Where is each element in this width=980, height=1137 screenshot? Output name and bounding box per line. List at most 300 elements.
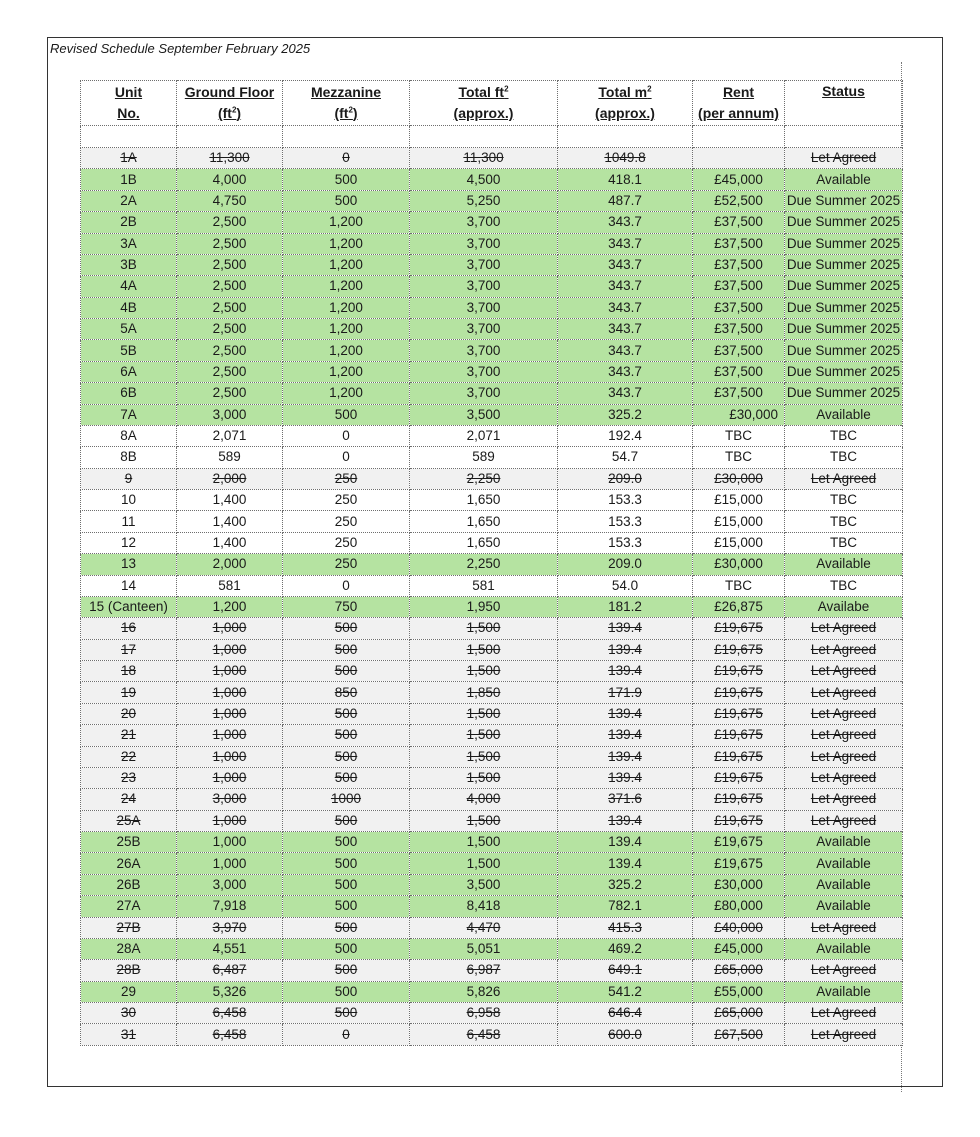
cell-unit: 22 (81, 746, 177, 767)
cell-status: Let Agreed (785, 960, 903, 981)
cell-ground-floor: 2,500 (177, 233, 283, 254)
cell-ground-floor: 4,000 (177, 169, 283, 190)
cell-mezzanine: 250 (283, 490, 410, 511)
table-row (81, 896, 903, 917)
cell-mezzanine: 500 (283, 1003, 410, 1024)
cell-mezzanine: 1,200 (283, 233, 410, 254)
table-row (81, 468, 903, 489)
table-row (81, 682, 903, 703)
cell-status: Due Summer 2025 (785, 233, 903, 254)
cell-ground-floor: 3,000 (177, 404, 283, 425)
cell-total-ft: 1,650 (410, 490, 558, 511)
cell-rent: £37,500 (693, 361, 785, 382)
cell-total-m: 139.4 (558, 639, 693, 660)
cell-ground-floor: 6,458 (177, 1024, 283, 1045)
cell-total-m: 139.4 (558, 832, 693, 853)
cell-rent: £30,000 (693, 404, 785, 425)
cell-total-m: 1049.8 (558, 148, 693, 169)
cell-ground-floor: 2,500 (177, 383, 283, 404)
cell-status: Let Agreed (785, 682, 903, 703)
cell-total-m: 600.0 (558, 1024, 693, 1045)
cell-total-m: 343.7 (558, 340, 693, 361)
cell-mezzanine: 0 (283, 425, 410, 446)
cell-status: Available (785, 169, 903, 190)
cell-ground-floor: 2,500 (177, 276, 283, 297)
table-row (81, 789, 903, 810)
cell-total-m: 343.7 (558, 319, 693, 340)
cell-mezzanine: 500 (283, 190, 410, 211)
cell-ground-floor: 1,000 (177, 725, 283, 746)
cell-total-m: 343.7 (558, 233, 693, 254)
cell-ground-floor: 5,326 (177, 981, 283, 1002)
cell-status: Due Summer 2025 (785, 254, 903, 275)
cell-rent: £30,000 (693, 468, 785, 489)
cell-ground-floor: 1,200 (177, 596, 283, 617)
table-row (81, 874, 903, 895)
cell-unit: 23 (81, 767, 177, 788)
cell-ground-floor: 1,400 (177, 532, 283, 553)
cell-rent: TBC (693, 425, 785, 446)
cell-ground-floor: 1,400 (177, 511, 283, 532)
cell-total-ft: 11,300 (410, 148, 558, 169)
cell-unit: 31 (81, 1024, 177, 1045)
cell-unit: 8B (81, 447, 177, 468)
spacer-row (81, 126, 903, 148)
cell-total-ft: 1,500 (410, 810, 558, 831)
cell-total-m: 343.7 (558, 212, 693, 233)
cell-rent: £19,675 (693, 639, 785, 660)
cell-unit: 25B (81, 832, 177, 853)
cell-total-ft: 6,958 (410, 1003, 558, 1024)
cell-mezzanine: 250 (283, 554, 410, 575)
cell-total-m: 153.3 (558, 532, 693, 553)
cell-total-m: 649.1 (558, 960, 693, 981)
cell-mezzanine: 500 (283, 639, 410, 660)
table-row (81, 297, 903, 318)
table-row (81, 661, 903, 682)
cell-total-m: 325.2 (558, 874, 693, 895)
cell-mezzanine: 500 (283, 810, 410, 831)
cell-mezzanine: 500 (283, 661, 410, 682)
cell-rent: £19,675 (693, 661, 785, 682)
cell-ground-floor: 7,918 (177, 896, 283, 917)
cell-rent: £37,500 (693, 297, 785, 318)
cell-rent: £19,675 (693, 810, 785, 831)
cell-unit: 30 (81, 1003, 177, 1024)
cell-status: Available (785, 938, 903, 959)
table-row (81, 361, 903, 382)
table-row (81, 254, 903, 275)
cell-status: Let Agreed (785, 746, 903, 767)
cell-status: Available (785, 896, 903, 917)
cell-status: TBC (785, 447, 903, 468)
cell-unit: 1A (81, 148, 177, 169)
table-row (81, 767, 903, 788)
cell-status: Let Agreed (785, 618, 903, 639)
cell-mezzanine: 1000 (283, 789, 410, 810)
cell-rent: £45,000 (693, 938, 785, 959)
cell-unit: 10 (81, 490, 177, 511)
cell-rent: £15,000 (693, 511, 785, 532)
cell-total-ft: 589 (410, 447, 558, 468)
cell-mezzanine: 500 (283, 169, 410, 190)
cell-mezzanine: 0 (283, 148, 410, 169)
cell-ground-floor: 4,551 (177, 938, 283, 959)
cell-total-m: 343.7 (558, 383, 693, 404)
cell-status: Available (785, 554, 903, 575)
cell-mezzanine: 1,200 (283, 319, 410, 340)
cell-status: Available (785, 874, 903, 895)
cell-status: Let Agreed (785, 789, 903, 810)
cell-unit: 13 (81, 554, 177, 575)
cell-ground-floor: 3,000 (177, 874, 283, 895)
cell-status: Due Summer 2025 (785, 297, 903, 318)
cell-status: Let Agreed (785, 810, 903, 831)
cell-mezzanine: 500 (283, 917, 410, 938)
cell-mezzanine: 750 (283, 596, 410, 617)
cell-total-m: 139.4 (558, 703, 693, 724)
cell-ground-floor: 2,500 (177, 340, 283, 361)
cell-status: Let Agreed (785, 767, 903, 788)
cell-status: Due Summer 2025 (785, 340, 903, 361)
cell-ground-floor: 1,000 (177, 810, 283, 831)
cell-total-ft: 1,500 (410, 832, 558, 853)
cell-total-m: 139.4 (558, 767, 693, 788)
cell-rent (693, 148, 785, 169)
cell-rent: £30,000 (693, 554, 785, 575)
cell-total-ft: 4,000 (410, 789, 558, 810)
cell-total-ft: 1,500 (410, 618, 558, 639)
cell-ground-floor: 1,000 (177, 639, 283, 660)
table-row (81, 981, 903, 1002)
cell-total-ft: 8,418 (410, 896, 558, 917)
cell-rent: £19,675 (693, 767, 785, 788)
cell-total-m: 343.7 (558, 361, 693, 382)
cell-rent: £67,500 (693, 1024, 785, 1045)
cell-total-m: 153.3 (558, 511, 693, 532)
cell-total-ft: 3,700 (410, 383, 558, 404)
cell-mezzanine: 850 (283, 682, 410, 703)
cell-total-ft: 2,250 (410, 554, 558, 575)
cell-unit: 5B (81, 340, 177, 361)
cell-total-m: 153.3 (558, 490, 693, 511)
cell-ground-floor: 2,000 (177, 468, 283, 489)
cell-rent: TBC (693, 447, 785, 468)
cell-unit: 7A (81, 404, 177, 425)
header-total-m: Total $m^2$ (approx.) (558, 81, 693, 126)
cell-unit: 12 (81, 532, 177, 553)
cell-total-m: 487.7 (558, 190, 693, 211)
table-row (81, 340, 903, 361)
cell-ground-floor: 1,000 (177, 618, 283, 639)
schedule-title: Revised Schedule September February 2025 (50, 41, 311, 56)
cell-total-m: 343.7 (558, 276, 693, 297)
cell-total-m: 139.4 (558, 661, 693, 682)
cell-mezzanine: 0 (283, 575, 410, 596)
cell-total-ft: 1,650 (410, 511, 558, 532)
header-status: Status (785, 81, 903, 126)
cell-unit: 26B (81, 874, 177, 895)
cell-rent: £30,000 (693, 874, 785, 895)
cell-mezzanine: 500 (283, 404, 410, 425)
cell-unit: 15 (Canteen) (81, 596, 177, 617)
cell-total-m: 325.2 (558, 404, 693, 425)
cell-rent: £37,500 (693, 233, 785, 254)
cell-ground-floor: 2,500 (177, 212, 283, 233)
cell-total-m: 782.1 (558, 896, 693, 917)
cell-total-ft: 1,500 (410, 703, 558, 724)
cell-unit: 28B (81, 960, 177, 981)
table-row (81, 425, 903, 446)
cell-status: Let Agreed (785, 1003, 903, 1024)
cell-unit: 27A (81, 896, 177, 917)
cell-total-ft: 4,500 (410, 169, 558, 190)
cell-total-ft: 3,700 (410, 319, 558, 340)
cell-rent: £19,675 (693, 832, 785, 853)
cell-rent: £15,000 (693, 490, 785, 511)
cell-mezzanine: 0 (283, 1024, 410, 1045)
cell-status: TBC (785, 490, 903, 511)
cell-total-m: 139.4 (558, 725, 693, 746)
cell-total-ft: 5,826 (410, 981, 558, 1002)
cell-status: Availabe (785, 596, 903, 617)
cell-total-m: 181.2 (558, 596, 693, 617)
cell-status: Let Agreed (785, 1024, 903, 1045)
cell-total-m: 139.4 (558, 810, 693, 831)
cell-mezzanine: 250 (283, 511, 410, 532)
cell-mezzanine: 500 (283, 725, 410, 746)
cell-total-ft: 3,700 (410, 254, 558, 275)
cell-mezzanine: 500 (283, 853, 410, 874)
table-row (81, 190, 903, 211)
cell-total-ft: 1,850 (410, 682, 558, 703)
cell-ground-floor: 2,500 (177, 319, 283, 340)
cell-rent: £19,675 (693, 725, 785, 746)
cell-mezzanine: 500 (283, 703, 410, 724)
cell-unit: 11 (81, 511, 177, 532)
cell-rent: £37,500 (693, 383, 785, 404)
cell-mezzanine: 1,200 (283, 297, 410, 318)
cell-total-m: 209.0 (558, 554, 693, 575)
cell-rent: £65,000 (693, 1003, 785, 1024)
cell-total-ft: 1,500 (410, 853, 558, 874)
cell-unit: 25A (81, 810, 177, 831)
cell-total-m: 139.4 (558, 746, 693, 767)
cell-ground-floor: 1,000 (177, 746, 283, 767)
cell-total-m: 371.6 (558, 789, 693, 810)
cell-status: Due Summer 2025 (785, 276, 903, 297)
table-row (81, 746, 903, 767)
table-row (81, 490, 903, 511)
cell-rent: £65,000 (693, 960, 785, 981)
cell-unit: 3A (81, 233, 177, 254)
table-row (81, 917, 903, 938)
cell-ground-floor: 1,000 (177, 767, 283, 788)
cell-mezzanine: 500 (283, 767, 410, 788)
cell-status: Available (785, 853, 903, 874)
cell-rent: £26,875 (693, 596, 785, 617)
cell-status: TBC (785, 532, 903, 553)
cell-total-m: 646.4 (558, 1003, 693, 1024)
cell-unit: 8A (81, 425, 177, 446)
table-row (81, 319, 903, 340)
cell-rent: £19,675 (693, 853, 785, 874)
cell-total-ft: 2,250 (410, 468, 558, 489)
header-row (81, 81, 903, 126)
table-row (81, 276, 903, 297)
cell-rent: £52,500 (693, 190, 785, 211)
schedule-table (80, 80, 903, 1046)
cell-total-m: 418.1 (558, 169, 693, 190)
cell-mezzanine: 500 (283, 618, 410, 639)
cell-rent: £19,675 (693, 682, 785, 703)
cell-ground-floor: 2,071 (177, 425, 283, 446)
cell-rent: £19,675 (693, 703, 785, 724)
header-total-ft: Total $ft^2$ (approx.) (410, 81, 558, 126)
cell-status: Let Agreed (785, 917, 903, 938)
cell-status: TBC (785, 425, 903, 446)
cell-total-ft: 5,250 (410, 190, 558, 211)
cell-status: Due Summer 2025 (785, 361, 903, 382)
cell-rent: £37,500 (693, 212, 785, 233)
cell-total-ft: 3,700 (410, 340, 558, 361)
cell-unit: 28A (81, 938, 177, 959)
cell-mezzanine: 0 (283, 447, 410, 468)
cell-status: Let Agreed (785, 661, 903, 682)
cell-total-ft: 1,500 (410, 725, 558, 746)
cell-total-ft: 1,500 (410, 639, 558, 660)
cell-ground-floor: 4,750 (177, 190, 283, 211)
table-row (81, 233, 903, 254)
cell-ground-floor: 589 (177, 447, 283, 468)
cell-unit: 16 (81, 618, 177, 639)
cell-mezzanine: 1,200 (283, 276, 410, 297)
cell-rent: £37,500 (693, 319, 785, 340)
cell-unit: 2A (81, 190, 177, 211)
cell-ground-floor: 3,970 (177, 917, 283, 938)
cell-rent: £19,675 (693, 746, 785, 767)
cell-total-ft: 1,650 (410, 532, 558, 553)
cell-total-ft: 2,071 (410, 425, 558, 446)
cell-status: Due Summer 2025 (785, 212, 903, 233)
cell-mezzanine: 500 (283, 832, 410, 853)
cell-rent: £15,000 (693, 532, 785, 553)
table-row (81, 532, 903, 553)
cell-status: Available (785, 404, 903, 425)
table-row (81, 960, 903, 981)
cell-status: Available (785, 981, 903, 1002)
cell-total-m: 192.4 (558, 425, 693, 446)
cell-rent: £19,675 (693, 618, 785, 639)
cell-total-ft: 3,500 (410, 874, 558, 895)
cell-rent: £19,675 (693, 789, 785, 810)
cell-total-ft: 4,470 (410, 917, 558, 938)
cell-ground-floor: 6,458 (177, 1003, 283, 1024)
cell-unit: 2B (81, 212, 177, 233)
cell-ground-floor: 2,500 (177, 297, 283, 318)
table-row (81, 853, 903, 874)
table-row (81, 554, 903, 575)
cell-unit: 26A (81, 853, 177, 874)
cell-unit: 27B (81, 917, 177, 938)
cell-status: Due Summer 2025 (785, 383, 903, 404)
cell-unit: 19 (81, 682, 177, 703)
cell-total-ft: 1,500 (410, 767, 558, 788)
table-row (81, 148, 903, 169)
cell-unit: 4A (81, 276, 177, 297)
cell-total-ft: 6,987 (410, 960, 558, 981)
cell-total-m: 171.9 (558, 682, 693, 703)
table-row (81, 1003, 903, 1024)
cell-rent: £37,500 (693, 254, 785, 275)
cell-total-m: 343.7 (558, 297, 693, 318)
cell-total-ft: 3,500 (410, 404, 558, 425)
cell-status: Available (785, 832, 903, 853)
table-row (81, 618, 903, 639)
cell-unit: 18 (81, 661, 177, 682)
cell-rent: £45,000 (693, 169, 785, 190)
cell-total-ft: 1,500 (410, 746, 558, 767)
cell-status: Let Agreed (785, 703, 903, 724)
cell-mezzanine: 1,200 (283, 254, 410, 275)
cell-status: Let Agreed (785, 148, 903, 169)
cell-total-ft: 3,700 (410, 297, 558, 318)
cell-total-m: 415.3 (558, 917, 693, 938)
cell-total-m: 541.2 (558, 981, 693, 1002)
cell-unit: 1B (81, 169, 177, 190)
cell-total-ft: 3,700 (410, 276, 558, 297)
header-unit: Unit No. (81, 81, 177, 126)
cell-ground-floor: 581 (177, 575, 283, 596)
header-mezzanine: Mezzanine $(ft^2)$ (283, 81, 410, 126)
cell-mezzanine: 500 (283, 874, 410, 895)
cell-ground-floor: 1,000 (177, 832, 283, 853)
table-row (81, 938, 903, 959)
cell-unit: 6B (81, 383, 177, 404)
cell-total-ft: 1,950 (410, 596, 558, 617)
cell-rent: £80,000 (693, 896, 785, 917)
cell-unit: 14 (81, 575, 177, 596)
table-row (81, 212, 903, 233)
cell-ground-floor: 2,500 (177, 361, 283, 382)
table-row (81, 725, 903, 746)
cell-total-ft: 3,700 (410, 361, 558, 382)
cell-mezzanine: 250 (283, 532, 410, 553)
table-row (81, 1024, 903, 1045)
cell-ground-floor: 1,000 (177, 661, 283, 682)
cell-total-ft: 3,700 (410, 212, 558, 233)
cell-status: Let Agreed (785, 468, 903, 489)
table-row (81, 596, 903, 617)
cell-ground-floor: 1,400 (177, 490, 283, 511)
table-row (81, 703, 903, 724)
cell-ground-floor: 2,000 (177, 554, 283, 575)
cell-total-ft: 3,700 (410, 233, 558, 254)
cell-ground-floor: 11,300 (177, 148, 283, 169)
header-rent: Rent (per annum) (693, 81, 785, 126)
cell-total-ft: 1,500 (410, 661, 558, 682)
cell-rent: £40,000 (693, 917, 785, 938)
cell-status: Due Summer 2025 (785, 319, 903, 340)
cell-mezzanine: 500 (283, 981, 410, 1002)
cell-total-m: 469.2 (558, 938, 693, 959)
cell-total-m: 139.4 (558, 618, 693, 639)
cell-ground-floor: 1,000 (177, 682, 283, 703)
cell-rent: £55,000 (693, 981, 785, 1002)
cell-mezzanine: 500 (283, 938, 410, 959)
cell-status: Let Agreed (785, 639, 903, 660)
cell-mezzanine: 1,200 (283, 383, 410, 404)
